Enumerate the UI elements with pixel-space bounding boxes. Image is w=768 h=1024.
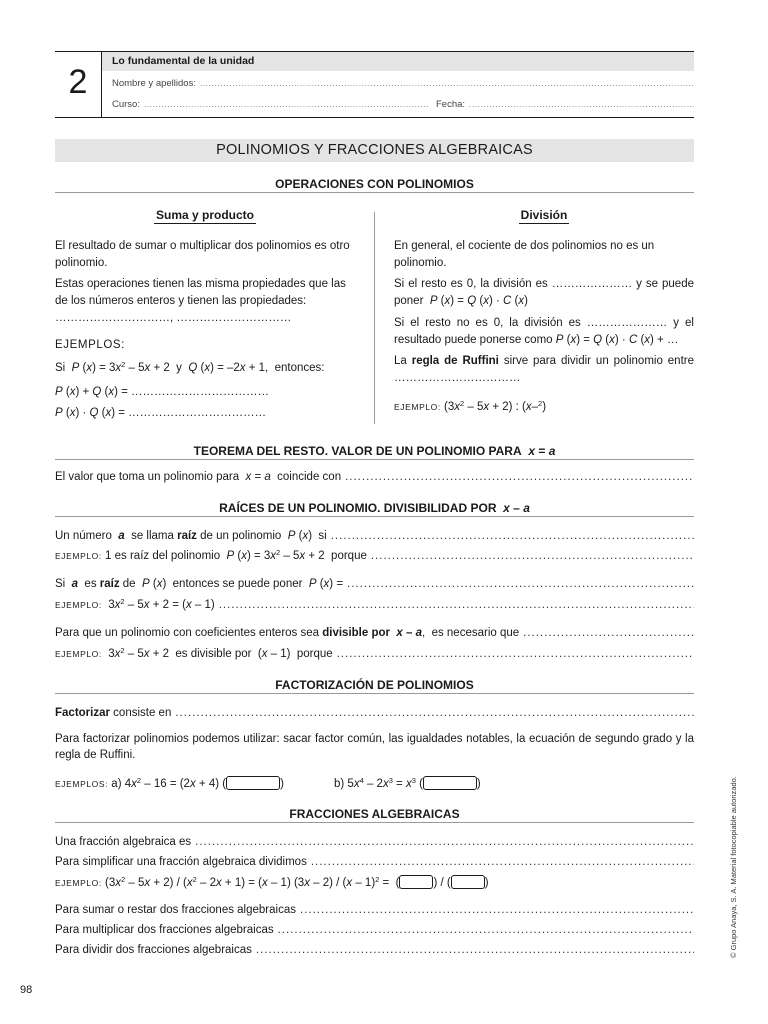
division-paragraph-4: La regla de Ruffini sirve para dividir un polinomio entre …………………………… [394, 355, 694, 384]
raices-line-3: Si a es raíz de P (x) entonces se puede poner P (x) = ..... [55, 577, 694, 592]
suma-example-def: Si P $(x) = 3x^2 - 5x + 2$ y Q (x) = –2x + 1, entonces: [55, 360, 325, 374]
fracciones-text-5: Para multiplicar dos fracciones algebraicas [55, 924, 274, 936]
suma-paragraph-1: El resultado de sumar o multiplicar dos polinomios es otro polinomio. [55, 240, 350, 269]
section-rule [55, 192, 694, 193]
section-title-teorema: TEOREMA DEL RESTO. VALOR DE UN POLINOMIO PARA x = a [193, 444, 556, 458]
unit-number: 2 [68, 63, 88, 101]
date-field[interactable] [436, 99, 694, 110]
main-title-band [55, 139, 694, 162]
copyright-notice: © Grupo Anaya, S. A. Material fotocopiable autorizado. [729, 776, 738, 958]
section-title-raices: RAÍCES DE UN POLINOMIO. DIVISIBILIDAD POR x – a [219, 501, 530, 515]
factorizar-examples: EJEMPLOS: a) $4x^2 - 16 = (2x + 4)$ ( ) b) $5x^4 - 2x^3 = x^3$ ( ) [55, 776, 481, 790]
section-rule [55, 516, 694, 517]
course-field[interactable] [112, 99, 430, 110]
section-title-factorizacion: FACTORIZACIÓN DE POLINOMIOS [275, 678, 474, 692]
fracciones-text-1: Una fracción algebraica es [55, 836, 192, 848]
division-paragraph-3: Si el resto no es 0, la división es ………………… y el resultado puede ponerse como P (x) = Q (x) · C (x) + … [394, 317, 694, 346]
division-paragraph-2: Si el resto es 0, la división es ………………… y se puede poner P (x) = Q (x) · C (x) [394, 278, 694, 307]
suma-title: Suma y producto [155, 208, 254, 222]
raices-line-4: EJEMPLO: $3x^2 - 5x + 2 = (x - 1)$ ..... [55, 598, 694, 613]
header-box [55, 51, 694, 118]
raices-line-5: Para que un polinomio con coeficientes enteros sea divisible por x – a, es necesario que ..... [55, 626, 694, 641]
section-title-fracciones: FRACCIONES ALGEBRAICAS [289, 807, 460, 821]
fracciones-line-4 [55, 903, 694, 918]
main-title: POLINOMIOS Y FRACCIONES ALGEBRAICAS [216, 142, 533, 158]
date-label: Fecha: [436, 99, 466, 110]
suma-paragraph-2: Estas operaciones tienen las misma propiedades que las de los números enteros y tienen las propiedades: …………………………, ………………………… [55, 278, 346, 324]
ejemplos-label: EJEMPLOS: [55, 339, 125, 351]
teorema-title-text: TEOREMA DEL RESTO. VALOR DE UN POLINOMIO PARA [193, 444, 522, 458]
fracciones-line-1 [55, 835, 694, 850]
name-label: Nombre y apellidos: [112, 78, 196, 89]
unit-title: Lo fundamental de la unidad [112, 55, 255, 67]
section-rule [55, 693, 694, 694]
fracciones-line-5 [55, 923, 694, 938]
raices-line-2: EJEMPLO: 1 es raíz del polinomio P $(x) = 3x^2 - 5x + 2$ porque ..... [55, 549, 694, 564]
factorizar-line [55, 706, 694, 721]
fracciones-line-2 [55, 855, 694, 870]
name-field[interactable] [112, 78, 694, 89]
fracciones-text-6: Para dividir dos fracciones algebraicas [55, 944, 252, 956]
raices-line-1: Un número a se llama raíz de un polinomio P (x) si ..... [55, 529, 694, 544]
answer-box[interactable] [423, 776, 477, 790]
teorema-line-text: El valor que toma un polinomio para [55, 471, 240, 483]
fracciones-text-4: Para sumar o restar dos fracciones algebraicas [55, 904, 296, 916]
page-number: 98 [20, 984, 33, 996]
factorizar-bold: Factorizar [55, 707, 110, 719]
teorema-line: El valor que toma un polinomio para x = a coincide con ..... [55, 470, 694, 485]
column-divider [374, 212, 375, 424]
factorizar-paragraph: Para factorizar polinomios podemos utilizar: sacar factor común, las igualdades notables, la ecuación de segundo grado y la regla de Ruffini. [55, 733, 694, 761]
division-title-wrap [394, 208, 694, 222]
section-rule [55, 822, 694, 823]
factorizar-rest: consiste en [113, 707, 172, 719]
raices-title-text: RAÍCES DE UN POLINOMIO. DIVISIBILIDAD POR [219, 501, 497, 515]
suma-example-sum: P (x) + Q (x) = ……………………………… [55, 386, 270, 398]
section-rule [55, 459, 694, 460]
section-title-operaciones: OPERACIONES CON POLINOMIOS [275, 177, 474, 191]
suma-title-wrap [55, 208, 355, 222]
answer-box[interactable] [451, 875, 485, 889]
fracciones-example: EJEMPLO: $(3x^2 - 5x + 2) / (x^2 - 2x + 1) = (x - 1)$ (3x – 2) / (x – 1)$^2$ = ( ) / ( ) [55, 875, 489, 889]
fracciones-line-6 [55, 943, 694, 958]
division-example: EJEMPLO: $(3x^2 - 5x + 2)$ : (x–$^2$) [394, 399, 547, 413]
raices-line-6: EJEMPLO: $3x^2 - 5x + 2$ es divisible por (x – 1) porque ..... [55, 647, 694, 662]
unit-title-band [102, 52, 694, 71]
suma-example-product: P (x) · Q (x) = ……………………………… [55, 407, 267, 419]
division-title: División [520, 208, 568, 222]
fracciones-text-2: Para simplificar una fracción algebraica dividimos [55, 856, 307, 868]
answer-box[interactable] [226, 776, 280, 790]
division-paragraph-1: En general, el cociente de dos polinomios no es un polinomio. [394, 240, 655, 269]
course-label: Curso: [112, 99, 140, 110]
answer-box[interactable] [399, 875, 433, 889]
